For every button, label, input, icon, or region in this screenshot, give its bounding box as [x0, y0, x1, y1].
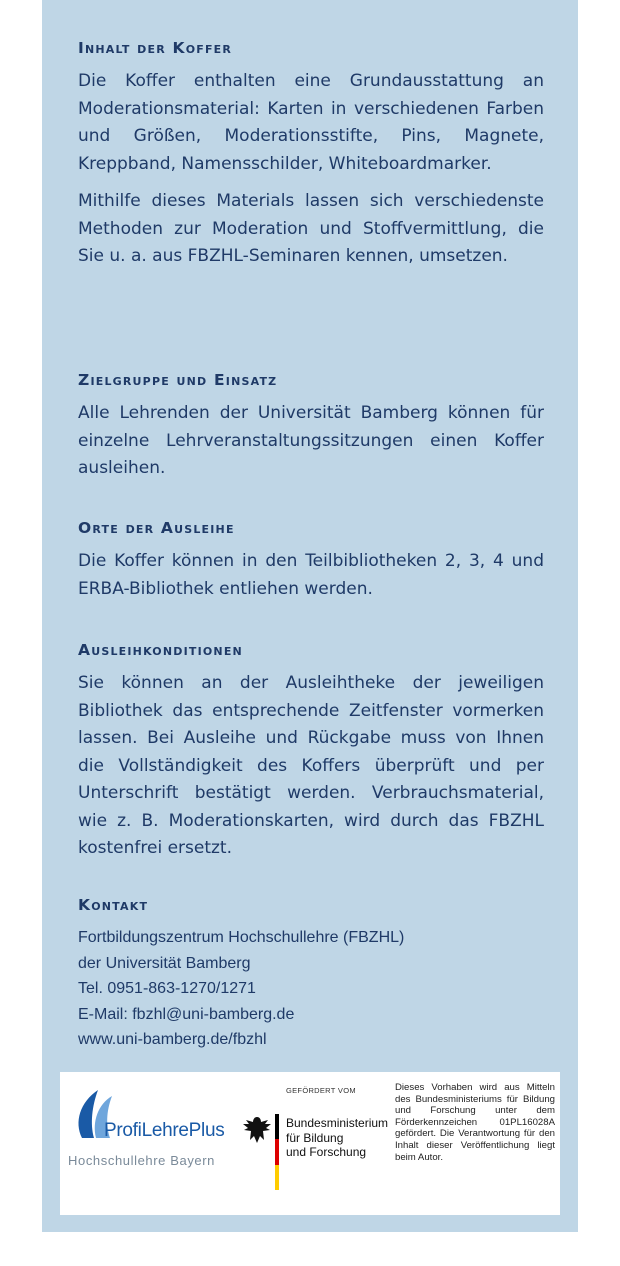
- profilehreplus-name: ProfiLehrePlus: [104, 1120, 225, 1141]
- contact-web-link[interactable]: www.uni-bamberg.de/fbzhl: [78, 1031, 267, 1048]
- section-contents: [78, 38, 544, 271]
- federal-eagle-icon: [240, 1114, 274, 1146]
- ministry-line: für Bildung: [286, 1130, 344, 1145]
- section-paragraph: Sie können an der Ausleihtheke der jeweiligen Bibliothek das entsprechende Zeitfenster vormerken lassen. Bei Ausleihe und Rückgabe muss von Ihnen die Vollständigkeit des Koffers überprüft und per Unterschrift bestätigt werden. Verbrauchsmaterial, wie z. B. Moderationskarten, wird durch das FBZHL kostenfrei ersetzt.: [78, 673, 544, 858]
- ministry-line: Bundesministerium: [286, 1116, 389, 1130]
- section-heading: Orte der Ausleihe: [78, 519, 235, 537]
- section-heading: Inhalt der Koffer: [78, 39, 233, 57]
- contact-email-link[interactable]: E-Mail: fbzhl@uni-bamberg.de: [78, 1005, 295, 1023]
- section-paragraph: Mithilfe dieses Materials lassen sich verschiedenste Methoden zur Moderation und Stoffvermittlung, die Sie u. a. aus FBZHL-Seminaren kennen, umsetzen.: [78, 191, 544, 266]
- ministry-line: und Forschung: [286, 1145, 367, 1159]
- profilehreplus-subtitle: Hochschullehre Bayern: [68, 1153, 216, 1168]
- section-heading: Ausleihkonditionen: [78, 641, 243, 659]
- section-contact: [78, 895, 544, 1053]
- section-locations: [78, 518, 544, 603]
- funding-footer: [60, 1072, 560, 1215]
- section-paragraph: Die Koffer enthalten eine Grundausstattung an Moderationsmaterial: Karten in verschiedenen Farben und Größen, Moderationsstifte, Pins, Magnete, Kreppband, Namensschilder, Whiteboardmarker.: [78, 71, 544, 174]
- ministry-name: [286, 1116, 388, 1160]
- contact-heading: Kontakt: [78, 896, 149, 914]
- contact-phone: Tel. 0951-863-1270/1271: [78, 980, 256, 997]
- contact-university: der Universität Bamberg: [78, 954, 251, 972]
- funded-by-label: GEFÖRDERT VOM: [286, 1086, 356, 1095]
- contact-org: Fortbildungszentrum Hochschullehre (FBZHL): [78, 929, 405, 946]
- section-conditions: [78, 640, 544, 863]
- section-heading: Zielgruppe und Einsatz: [78, 371, 278, 389]
- section-paragraph: Die Koffer können in den Teilbibliotheken 2, 3, 4 und ERBA-Bibliothek entliehen werden.: [78, 551, 544, 599]
- section-paragraph: Alle Lehrenden der Universität Bamberg können für einzelne Lehrveranstaltungssitzungen einen Koffer ausleihen.: [78, 403, 544, 478]
- section-target-group: [78, 370, 544, 483]
- german-flag-bar: [275, 1114, 279, 1190]
- funding-note: Dieses Vorhaben wird aus Mitteln des Bundesministeriums für Bildung und Forschung unter dem Förderkennzeichen 01PL16028A gefördert. Die Verantwortung für den Inhalt dieser Veröffentlichung liegt beim Autor.: [395, 1082, 555, 1163]
